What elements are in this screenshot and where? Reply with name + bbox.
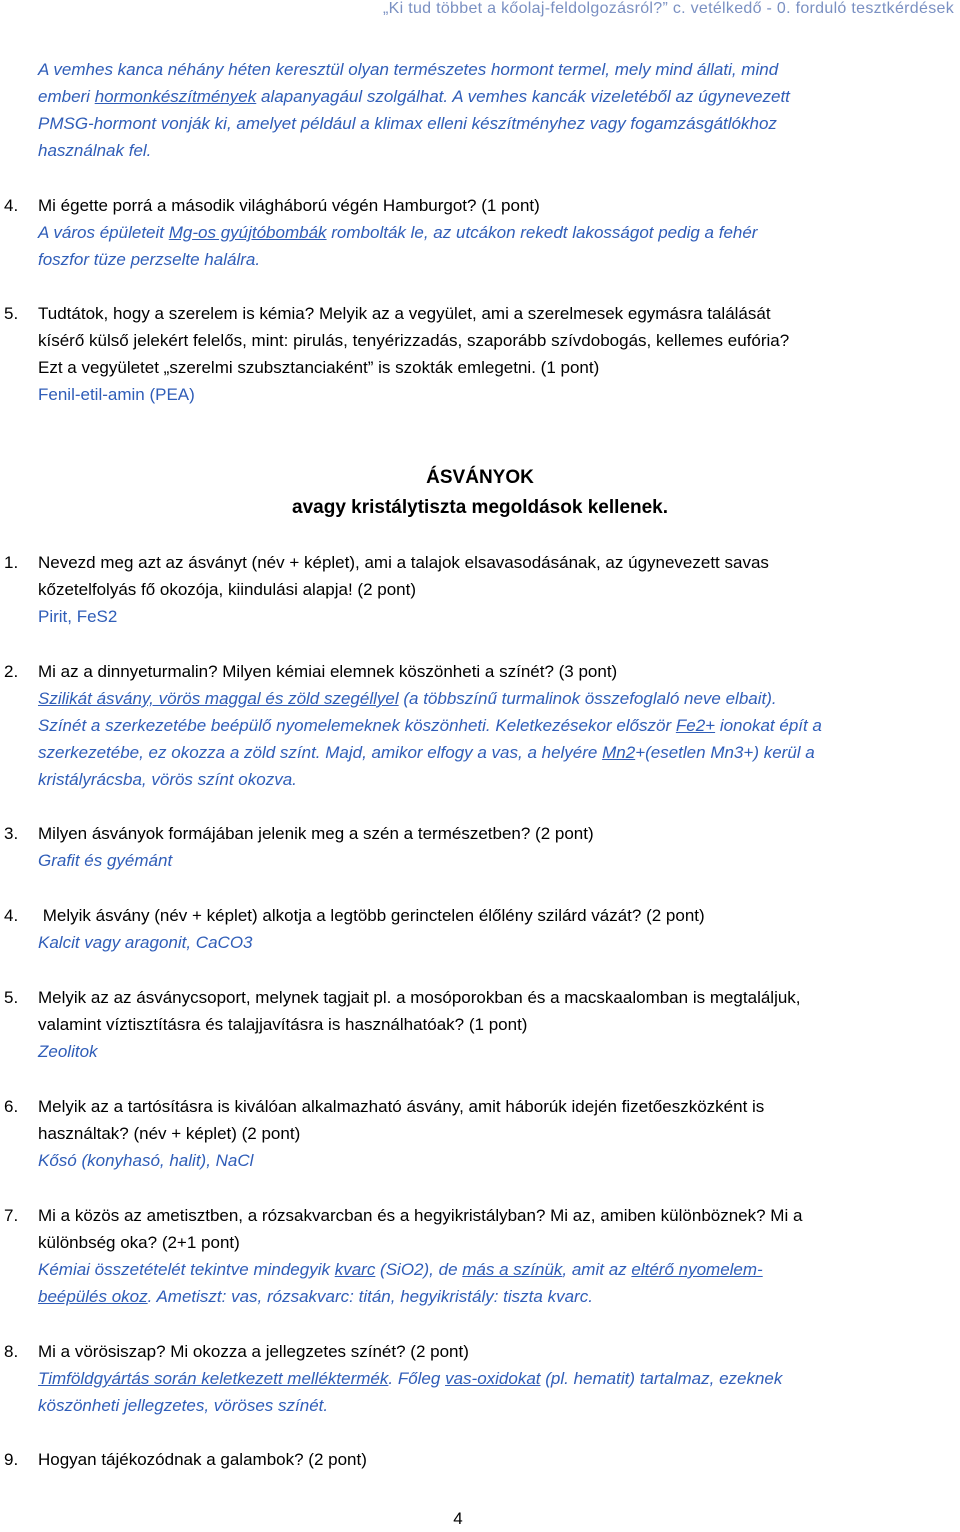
mineral-answer-6: Kősó (konyhasó, halit), NaCl — [38, 1151, 254, 1170]
trace-element-link[interactable]: eltérő nyomelem- — [631, 1260, 763, 1279]
answer-4-line-1: A város épületeit Mg-os gyújtóbombák rombolták le, az utcákon rekedt lakosságot pedig a fehér — [38, 223, 758, 242]
mineral-answer-7-line-2: beépülés okoz. Ametiszt: vas, rózsakvarc: titán, hegyikristály: tiszta kvarc. — [38, 1287, 593, 1306]
question-5-line-2: kísérő külső jelekért felelős, mint: pirulás, tenyérizzadás, szaporább szívdobogás, kellemes eufória? — [38, 331, 790, 350]
mineral-answer-1: Pirit, FeS2 — [38, 607, 118, 626]
mg-bomb-link[interactable]: Mg-os gyújtóbombák — [168, 223, 327, 242]
mineral-question-5: 5. Melyik az az ásványcsoport, melynek tagjait pl. a mosóporokban és a macskaalomban is megtaláljuk, — [4, 988, 801, 1007]
mineral-question-2: 2. Mi az a dinnyeturmalin? Milyen kémiai elemnek köszönheti a színét? (3 pont) — [4, 662, 618, 681]
mineral-question-8: 8. Mi a vörösiszap? Mi okozza a jellegzetes színét? (2 pont) — [4, 1342, 469, 1361]
alumina-link[interactable]: Timföldgyártás során keletkezett melléktermék — [38, 1369, 389, 1388]
quartz-link[interactable]: kvarc — [334, 1260, 376, 1279]
page-header: „Ki tud többet a kőolaj-feldolgozásról?” c. vetélkedő - 0. forduló tesztkérdések — [383, 0, 954, 17]
mineral-question-1: 1. Nevezd meg azt az ásványt (név + képlet), ami a talajok elsavasodásának, az úgynevezett savas — [4, 553, 769, 572]
mineral-answer-2-line-2: Színét a szerkezetébe beépülő nyomelemeknek köszönheti. Keletkezésekor először Fe2+ ionokat épít a — [38, 716, 822, 735]
color-link[interactable]: más a színük — [462, 1260, 563, 1279]
answer-4-line-2: foszfor tüze perzselte halálra. — [38, 250, 261, 269]
mineral-answer-3: Grafit és gyémánt — [38, 851, 173, 870]
mineral-answer-2-line-1: Szilikát ásvány, vörös maggal és zöld szegéllyel (a többszínű turmalinok összefoglaló neve elbait). — [38, 689, 777, 708]
section-title: ÁSVÁNYOK — [426, 467, 534, 488]
mineral-question-6-line-2: használtak? (név + képlet) (2 pont) — [38, 1124, 301, 1143]
question-4-hamburg: 4. Mi égette porrá a második világháború végén Hamburgot? (1 pont) — [4, 196, 540, 215]
mineral-answer-2-line-3: szerkezetébe, ez okozza a zöld színt. Majd, amikor elfogy a vas, a helyére Mn2+(esetlen Mn3+) kerül a — [38, 743, 815, 762]
mineral-question-3: 3. Milyen ásványok formájában jelenik meg a szén a természetben? (2 pont) — [4, 824, 594, 843]
mineral-answer-8-line-2: köszönheti jellegzetes, vöröses színét. — [38, 1396, 329, 1415]
mn2-link[interactable]: Mn2 — [602, 743, 636, 762]
mineral-question-4: 4. Melyik ásvány (név + képlet) alkotja a legtöbb gerinctelen élőlény szilárd vázát? (2 pont) — [4, 906, 705, 925]
mineral-question-5-line-2: valamint víztisztításra és talajjavításra is használhatóak? (1 pont) — [38, 1015, 528, 1034]
incorporation-link[interactable]: beépülés okoz — [38, 1287, 148, 1306]
question-5-line-3: Ezt a vegyületet „szerelmi szubsztanciaként” is szokták emlegetni. (1 pont) — [38, 358, 600, 377]
intro-line-4: használnak fel. — [38, 141, 152, 160]
page-number: 4 — [453, 1509, 463, 1528]
hormone-link[interactable]: hormonkészítmények — [94, 87, 257, 106]
mineral-question-9: 9. Hogyan tájékozódnak a galambok? (2 pont) — [4, 1450, 367, 1469]
mineral-answer-2-line-4: kristályrácsba, vörös színt okozva. — [38, 770, 297, 789]
intro-line-3: PMSG-hormont vonják ki, amelyet például a klimax elleni készítményhez vagy fogamzásgátlókhoz — [38, 114, 777, 133]
mineral-question-1-line-2: kőzetelfolyás fő okozója, kiindulási alapja! (2 pont) — [38, 580, 416, 599]
fe2-link[interactable]: Fe2+ — [675, 716, 716, 735]
question-5-love: 5. Tudtátok, hogy a szerelem is kémia? Melyik az a vegyület, ami a szerelmesek egymásra találását — [4, 304, 771, 323]
mineral-question-6: 6. Melyik az a tartósításra is kiválóan alkalmazható ásvány, amit háborúk idején fizetőeszközként is — [4, 1097, 765, 1116]
section-subtitle: avagy kristálytiszta megoldások kellenek. — [292, 497, 668, 518]
answer-5: Fenil-etil-amin (PEA) — [38, 385, 195, 404]
intro-line-1: A vemhes kanca néhány héten keresztül olyan természetes hormont termel, mely mind állati, mind — [38, 60, 779, 79]
mineral-question-7: 7. Mi a közös az ametisztben, a rózsakvarcban és a hegyikristályban? Mi az, amiben különböznek? Mi a — [4, 1206, 803, 1225]
intro-line-2: emberi hormonkészítmények alapanyagául szolgálhat. A vemhes kancák vizeletéből az úgynevezett — [38, 87, 790, 106]
mineral-question-7-line-2: különbség oka? (2+1 pont) — [38, 1233, 240, 1252]
mineral-answer-7-line-1: Kémiai összetételét tekintve mindegyik kvarc (SiO2), de más a színük, amit az eltérő nyomelem- — [38, 1260, 763, 1279]
silicate-link[interactable]: Szilikát ásvány, vörös maggal és zöld szegéllyel — [38, 689, 399, 708]
iron-oxide-link[interactable]: vas-oxidokat — [445, 1369, 541, 1388]
mineral-answer-8-line-1: Timföldgyártás során keletkezett melléktermék. Főleg vas-oxidokat (pl. hematit) tartalmaz, ezeknek — [38, 1369, 783, 1388]
mineral-answer-4: Kalcit vagy aragonit, CaCO3 — [38, 933, 253, 952]
mineral-answer-5: Zeolitok — [38, 1042, 98, 1061]
